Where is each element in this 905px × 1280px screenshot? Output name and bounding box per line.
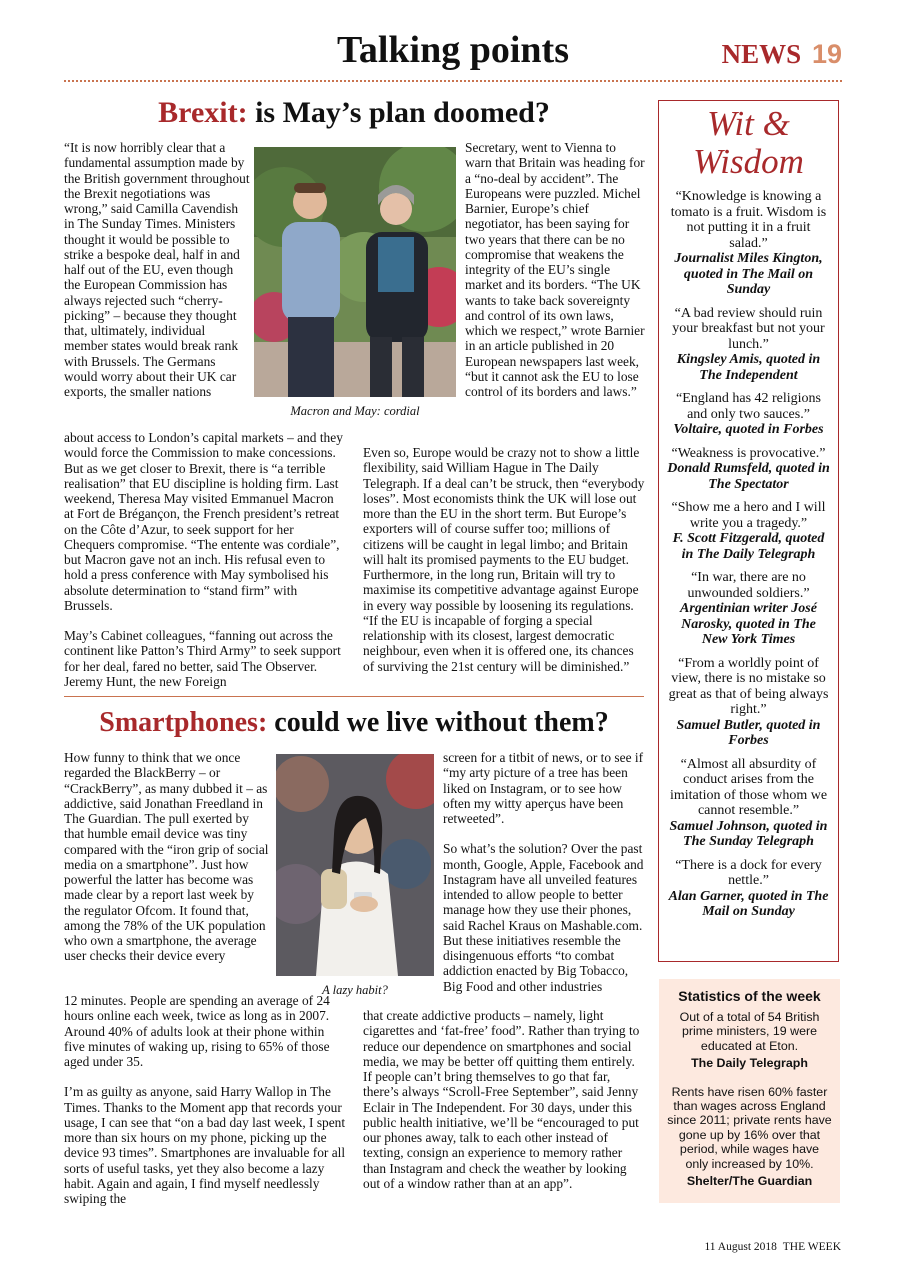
statistic-source: Shelter/The Guardian [686, 1174, 813, 1189]
brexit-lower-left-para: May’s Cabinet colleagues, “fanning out across the continent like Patton’s Third Army” to seek support for her deal, fared no better, said The Observer. Jeremy Hunt, the new Foreign [64, 628, 341, 689]
statistic-text: Rents have risen 60% faster than wages across England since 2011; private rents have gone up by 16% over that period, while wages have only increased by 10%. [667, 1084, 832, 1171]
wit-quote [667, 757, 830, 850]
wit-quote-text: “Weakness is provocative.” [671, 445, 826, 461]
wit-quote [667, 858, 830, 920]
page-title: Talking points [336, 29, 569, 71]
smartphones-lower-right: that create addictive products – namely, light cigarettes and ‘fat-free’ food”. Rather than trying to reduce our dependence on smartphones and social media, we may be better off quitting them entirely. If people can’t bring themselves to go that far, there’s always “Scroll-Free September”, said Jenny Eclair in The Independent. For 30 days, under this public health initiative, we’ll be “encouraged to put our phones away, talk to each other instead of texting, consign an experience to memory rather than Instagram and check the weather by looking out of a window rather than at an app”. [363, 1008, 640, 1191]
article-divider [64, 696, 644, 697]
wit-quote-source: Alan Garner, quoted in The Mail on Sunday [668, 888, 829, 919]
wit-quote-source: Argentinian writer José Narosky, quoted in The New York Times [680, 601, 817, 647]
brexit-headline-keyword: Brexit: [158, 96, 248, 129]
smartphones-headline-keyword: Smartphones: [99, 707, 268, 738]
smartphones-col3 [443, 750, 645, 994]
wit-quote [667, 189, 830, 298]
wit-quote [667, 446, 830, 493]
page-number: 19 [811, 39, 842, 69]
wit-quote-source: Voltaire, quoted in Forbes [673, 422, 824, 437]
wit-quote-source: Samuel Johnson, quoted in The Sunday Telegraph [669, 818, 828, 849]
smartphones-lower-left-para: I’m as guilty as anyone, said Harry Wallop in The Times. Thanks to the Moment app that records your usage, I can see that “on a bad day last week, I spent more than six hours on my phone, picking up the device 93 times”. Smartphones are invaluable for all sorts of useful tasks, yet they also become a lazy habit. Again and again, I find myself needlessly swiping the [64, 1084, 346, 1206]
brexit-headline-rest: is May’s plan doomed? [247, 96, 550, 129]
wit-quote-source: Kingsley Amis, quoted in The Independent [676, 352, 821, 383]
wit-wisdom-box [658, 100, 839, 962]
wit-quote-text: “There is a dock for every nettle.” [675, 857, 822, 888]
wit-quote-source: F. Scott Fitzgerald, quoted in The Daily Telegraph [672, 531, 825, 562]
brexit-lower-right: Even so, Europe would be crazy not to show a little flexibility, said William Hague in The Daily Telegraph. If a deal can’t be struck, then “everybody loses”. Most economists think the UK will lose out more than the EU in the short term. But Europe’s exporters will of course suffer too; millions of citizens will be caught in legal limbo; and Britain will halt its promised payments to the EU budget. Furthermore, in the long run, Britain will try to maximise its competitive advantage against Europe in every way possible by loosening its regulations. “If the EU is incapable of forging a special relationship with its closest, largest democratic neighbour, even when it is offered one, its chances of surviving the 21st century will be diminished.” [363, 445, 645, 674]
smartphones-headline [64, 703, 644, 743]
footer-date: 11 August 2018 [704, 1241, 777, 1253]
wit-quote-text: “Almost all absurdity of conduct arises from the imitation of those whom we cannot resemble.” [669, 756, 828, 818]
wit-quote-text: “Knowledge is knowing a tomato is a fruit. Wisdom is not putting it in a fruit salad.” [670, 189, 827, 251]
brexit-col3: Secretary, went to Vienna to warn that Britain was heading for a “no-deal by accident”. The Europeans were puzzled. Michel Barnier, Europe’s chief negotiator, has been saying for two years that there can be no compromise that weakens the integrity of the EU’s single market and its borders. “The UK wants to take back sovereignty and control of its own laws, which we respect,” wrote Barnier in an article published in 20 European newspapers last week, “but it cannot ask the EU to lose control of its borders and laws.” [465, 140, 645, 399]
smartphones-photo [276, 754, 434, 976]
header-rule [64, 80, 842, 82]
smartphones-col3-para: screen for a titbit of news, or to see if “my arty picture of a tree has been liked on Instagram, or to see how often my witty aperçus have been retweeted”. [443, 750, 644, 826]
wit-quote [667, 391, 830, 438]
section-label [722, 38, 842, 70]
wit-quote-source: Donald Rumsfeld, quoted in The Spectator [667, 461, 830, 492]
page-header [64, 28, 842, 80]
section-name: NEWS [721, 39, 802, 69]
brexit-lower-left-para: about access to London’s capital markets – and they would force the Commission to make concessions. But as we get closer to Brexit, there is “a terrible realisation” that EU discipline is holding firm. Last weekend, Theresa May visited Emmanuel Macron at Fort de Brégançon, the French president’s retreat on the Côte d’Azur, to seek support for her Chequers compromise. “The entente was cordiale”, but Macron gave not an inch. His refusal even to hold a press conference with May symbolised his absolute determination to “stand firm” with Brussels. [64, 430, 343, 613]
statistic-source: The Daily Telegraph [691, 1056, 808, 1071]
wit-wisdom-title-line: Wit & [707, 104, 790, 143]
woman-with-phone-photo-image [276, 754, 434, 976]
statistics-box [659, 979, 840, 1203]
macron-may-photo-image [254, 147, 456, 397]
brexit-headline [64, 93, 644, 133]
wit-wisdom-title [667, 105, 830, 181]
wit-quote-source: Journalist Miles Kington, quoted in The Mail on Sunday [674, 251, 823, 297]
footer-publication: THE WEEK [782, 1241, 841, 1253]
brexit-photo [254, 147, 456, 397]
smartphones-photo-caption: A lazy habit? [322, 983, 388, 997]
brexit-lower-left [64, 430, 344, 689]
wit-quote-text: “In war, there are no unwounded soldiers.” [687, 570, 810, 601]
wit-quote-text: “England has 42 religions and only two sauces.” [675, 391, 822, 422]
smartphones-headline-rest: could we live without them? [267, 707, 609, 738]
wit-wisdom-title-line: Wisdom [693, 142, 804, 181]
smartphones-col1: How funny to think that we once regarded the BlackBerry – or “CrackBerry”, as many dubbed it – as addictive, said Jonathan Freedland in The Guardian. The pull exerted by that humble email device was tiny compared with the “iron grip of social media on a smartphone”. Just how powerful the latter has become was made clear by a report last week by the regulator Ofcom. It found that, among the 78% of the UK population who own a smartphone, the average user checks their device every [64, 750, 269, 964]
statistic-text: Out of a total of 54 British prime ministers, 19 were educated at Eton. [679, 1010, 820, 1053]
wit-quote [667, 570, 830, 648]
smartphones-lower-left [64, 993, 346, 1206]
smartphones-col3-para: So what’s the solution? Over the past month, Google, Apple, Facebook and Instagram have all unveiled features intended to allow people to better manage how they use their phones, said Rachel Kraus on Mashable.com. But these initiatives resemble the disingenuous efforts “to combat addiction enacted by Big Tobacco, Big Food and other industries [443, 841, 644, 994]
wit-quote [667, 500, 830, 562]
wit-quote [667, 306, 830, 384]
brexit-col1: “It is now horribly clear that a fundamental assumption made by the British government throughout the Brexit negotiations was wrong,” said Camilla Cavendish in The Sunday Times. Ministers thought it would be possible to strike a bespoke deal, half in and half out of the EU, even though the European Commission has always rejected such “cherry-picking” – because they thought that, ultimately, individual member states would break rank with Brussels. The Germans would worry about their UK car exports, the smaller nations [64, 140, 250, 399]
brexit-photo-caption: Macron and May: cordial [290, 404, 420, 418]
wit-quote-text: “A bad review should ruin your breakfast but not your lunch.” [672, 305, 825, 352]
smartphones-lower-left-para: 12 minutes. People are spending an average of 24 hours online each week, twice as long as in 2007. Around 40% of adults look at their phone within five minutes of waking up, rising to 65% of those aged under 35. [64, 993, 330, 1069]
page-footer [704, 1241, 841, 1253]
wit-quote-text: “From a worldly point of view, there is no mistake so great as that of being always right.” [668, 655, 829, 717]
statistics-title: Statistics of the week [678, 988, 821, 1004]
wit-quote [667, 656, 830, 749]
wit-quote-source: Samuel Butler, quoted in Forbes [676, 717, 821, 748]
wit-quote-text: “Show me a hero and I will write you a tragedy.” [671, 500, 826, 531]
